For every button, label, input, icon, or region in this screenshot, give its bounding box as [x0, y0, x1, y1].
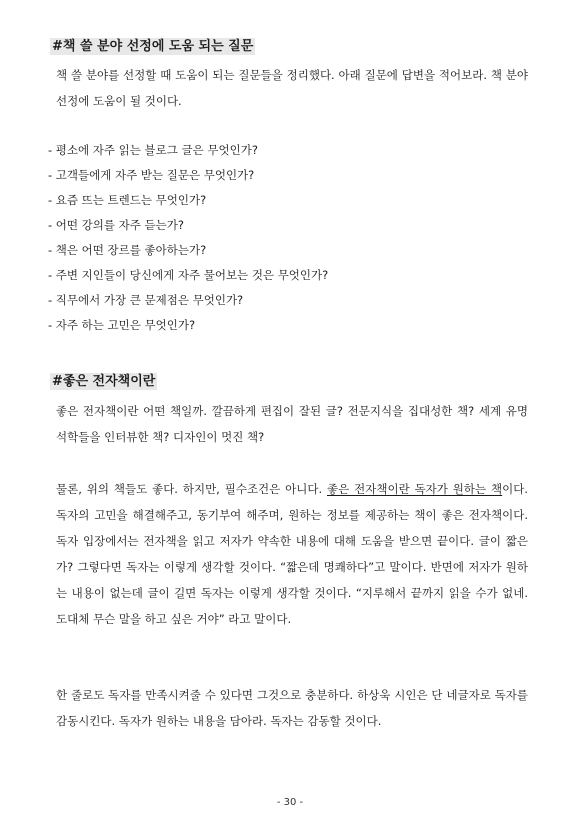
main-text-after: 이다. 독자의 고민을 해결해주고, 동기부여 해주며, 원하는 정보를 제공하는 책이 좋은 전자책이다. 독자 입장에서는 전자책을 읽고 저자가 약속한 내용에 대해 도움을 받으면 끝이다. 글이 짧은가? 그렇다면 독자는 이렇게 생각할 것이다. “짧은데 명쾌하다”고 말이다. 반면에 저자가 원하는 내용이 없는데 글이 길면 독자는 이렇게 생각할 것이다. “지루해서 끝까지 읽을 수가 없네. 도대체 무슨 말을 하고 싶은 거야” 라고 말이다. — [56, 482, 528, 626]
question-item: - 요즘 뜨는 트렌드는 무엇인가? — [48, 193, 207, 207]
heading-text: #책 쓸 분야 선정에 도움 되는 질문 — [52, 39, 254, 54]
question-item: - 책은 어떤 장르를 좋아하는가? — [48, 243, 207, 257]
topic-selection-intro — [48, 62, 528, 114]
heading-text: #좋은 전자책이란 — [52, 374, 156, 389]
main-text-before: 물론, 위의 책들도 좋다. 하지만, 필수조건은 아니다. — [56, 482, 328, 496]
question-item: - 직무에서 가장 큰 문제점은 무엇인가? — [48, 293, 244, 307]
section-heading-topic-selection — [48, 38, 257, 56]
question-item: - 평소에 자주 읽는 블로그 글은 무엇인가? — [48, 143, 258, 157]
page-number: - 30 - — [276, 797, 304, 808]
main-paragraph — [48, 476, 528, 632]
question-item: - 주변 지인들이 당신에게 자주 물어보는 것은 무엇인가? — [48, 268, 329, 282]
underlined-definition: 좋은 전자책이란 독자가 원하는 책 — [327, 482, 503, 496]
question-item: - 고객들에게 자주 받는 질문은 무엇인가? — [48, 168, 255, 182]
question-list — [48, 138, 528, 338]
intro-paragraph: 책 쓸 분야를 선정할 때 도움이 되는 질문들을 정리했다. 아래 질문에 답변을 적어보라. 책 분야 선정에 도움이 될 것이다. — [56, 68, 528, 108]
good-ebook-main — [48, 476, 528, 632]
intro-paragraph: 좋은 전자책이란 어떤 책일까. 깔끔하게 편집이 잘된 글? 전문지식을 집대성한 책? 세계 유명 석학들을 인터뷰한 책? 디자인이 멋진 책? — [56, 404, 528, 444]
question-item: - 어떤 강의를 자주 듣는가? — [48, 218, 184, 232]
good-ebook-closing — [48, 682, 528, 734]
section-heading-good-ebook — [48, 373, 159, 391]
question-item: - 자주 하는 고민은 무엇인가? — [48, 318, 196, 332]
closing-paragraph: 한 줄로도 독자를 만족시켜줄 수 있다면 그것으로 충분하다. 하상욱 시인은 단 네글자로 독자를 감동시킨다. 독자가 원하는 내용을 담아라. 독자는 감동할 것이다. — [56, 688, 528, 728]
good-ebook-intro — [48, 398, 528, 450]
